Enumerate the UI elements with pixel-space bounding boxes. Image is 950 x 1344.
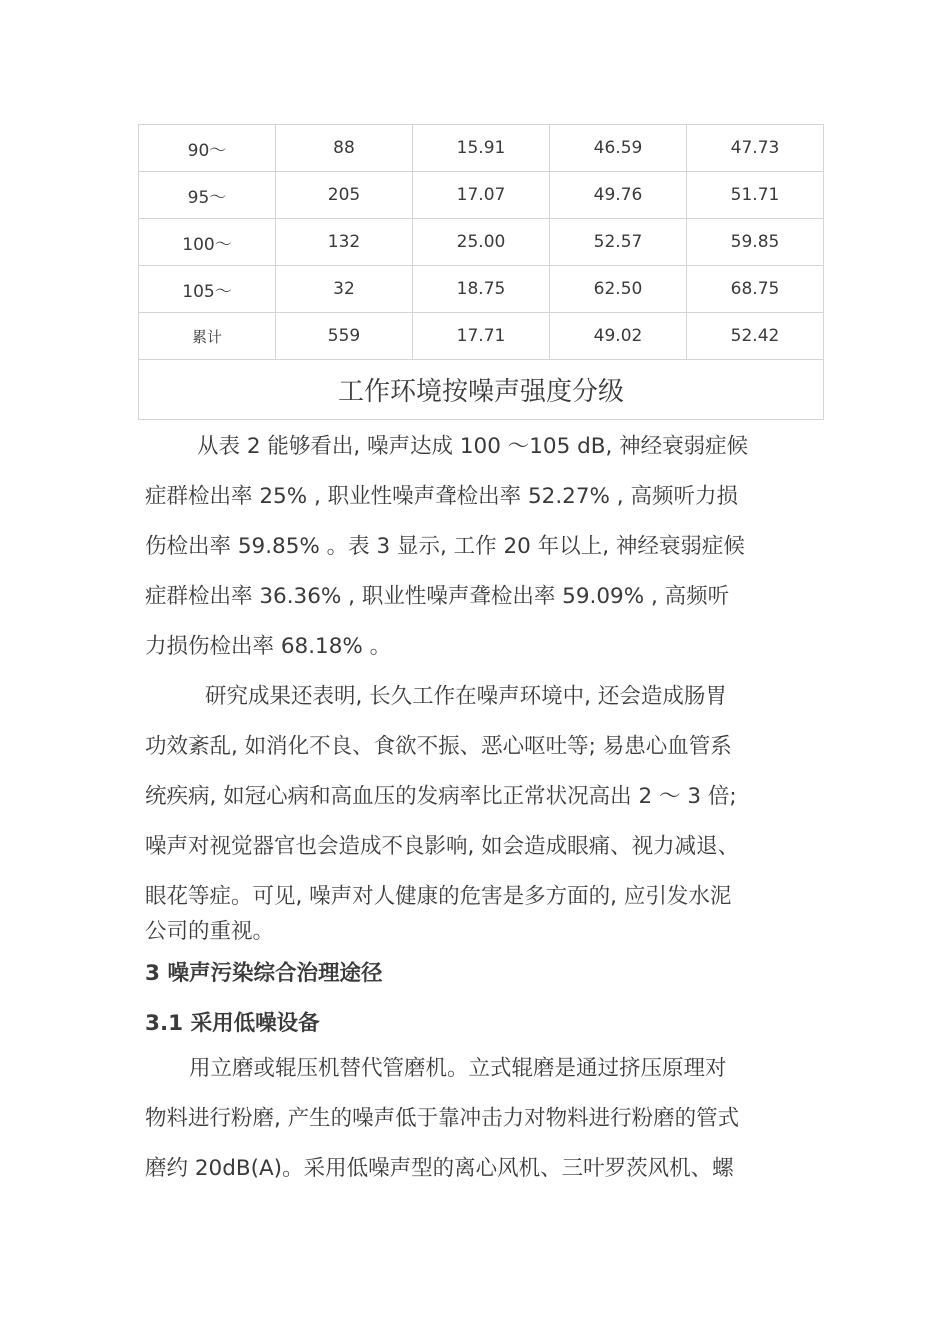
paragraph-3 xyxy=(145,1044,810,1194)
noise-table xyxy=(138,124,824,420)
table-cell: 17.71 xyxy=(413,313,550,360)
text-line: 症群检出率 25% , 职业性噪声聋检出率 52.27% , 高频听力损 xyxy=(145,484,738,509)
text-line: 磨约 20dB(A)。采用低噪声型的离心风机、三叶罗茨风机、螺 xyxy=(145,1156,734,1181)
paragraph-2-tail xyxy=(145,910,810,954)
table-cell: 90～ xyxy=(139,125,276,172)
table-cell: 52.42 xyxy=(687,313,824,360)
table-cell: 68.75 xyxy=(687,266,824,313)
table-row xyxy=(139,172,824,219)
table-cell: 132 xyxy=(276,219,413,266)
table-cell: 49.02 xyxy=(550,313,687,360)
table-cell: 47.73 xyxy=(687,125,824,172)
table-cell: 51.71 xyxy=(687,172,824,219)
text-line: 眼花等症。可见, 噪声对人健康的危害是多方面的, 应引发水泥 xyxy=(145,884,732,909)
table-cell: 105～ xyxy=(139,266,276,313)
table-cell: 205 xyxy=(276,172,413,219)
text-line: 伤检出率 59.85% 。表 3 显示, 工作 20 年以上, 神经衰弱症候 xyxy=(145,534,745,559)
table-cell: 559 xyxy=(276,313,413,360)
table-caption-row xyxy=(139,360,824,420)
text-line: 症群检出率 36.36% , 职业性噪声聋检出率 59.09% , 高频听 xyxy=(145,584,730,609)
text-line: 功效紊乱, 如消化不良、食欲不振、恶心呕吐等; 易患心血管系 xyxy=(145,734,732,759)
table-cell: 25.00 xyxy=(413,219,550,266)
paragraph-2 xyxy=(145,672,810,922)
table-cell: 100～ xyxy=(139,219,276,266)
subsection-heading: 3.1 采用低噪设备 xyxy=(145,1011,320,1036)
text-line: 从表 2 能够看出, 噪声达成 100 ～105 dB, 神经衰弱症候 xyxy=(197,434,749,459)
table-row xyxy=(139,219,824,266)
text-line: 噪声对视觉器官也会造成不良影响, 如会造成眼痛、视力减退、 xyxy=(145,834,740,859)
text-line: 用立磨或辊压机替代管磨机。立式辊磨是通过挤压原理对 xyxy=(189,1056,727,1081)
paragraph-1 xyxy=(145,422,810,672)
table-cell: 59.85 xyxy=(687,219,824,266)
table-cell: 46.59 xyxy=(550,125,687,172)
section-heading: 3 噪声污染综合治理途径 xyxy=(145,961,383,986)
text-line: 公司的重视。 xyxy=(145,919,275,944)
table-cell: 52.57 xyxy=(550,219,687,266)
table-cell: 62.50 xyxy=(550,266,687,313)
text-line: 统疾病, 如冠心病和高血压的发病率比正常状况高出 2 ～ 3 倍; xyxy=(145,784,737,809)
table-row xyxy=(139,266,824,313)
text-line: 力损伤检出率 68.18% 。 xyxy=(145,634,392,659)
table-cell: 累计 xyxy=(139,313,276,360)
table-row xyxy=(139,125,824,172)
table-caption: 工作环境按噪声强度分级 xyxy=(139,360,824,420)
text-line: 物料进行粉磨, 产生的噪声低于靠冲击力对物料进行粉磨的管式 xyxy=(145,1106,740,1131)
table-cell: 32 xyxy=(276,266,413,313)
table-cell: 88 xyxy=(276,125,413,172)
table-cell: 17.07 xyxy=(413,172,550,219)
text-line: 研究成果还表明, 长久工作在噪声环境中, 还会造成肠胃 xyxy=(205,684,727,709)
table-cell: 49.76 xyxy=(550,172,687,219)
table-row xyxy=(139,313,824,360)
table-cell: 95～ xyxy=(139,172,276,219)
table-cell: 15.91 xyxy=(413,125,550,172)
table-cell: 18.75 xyxy=(413,266,550,313)
